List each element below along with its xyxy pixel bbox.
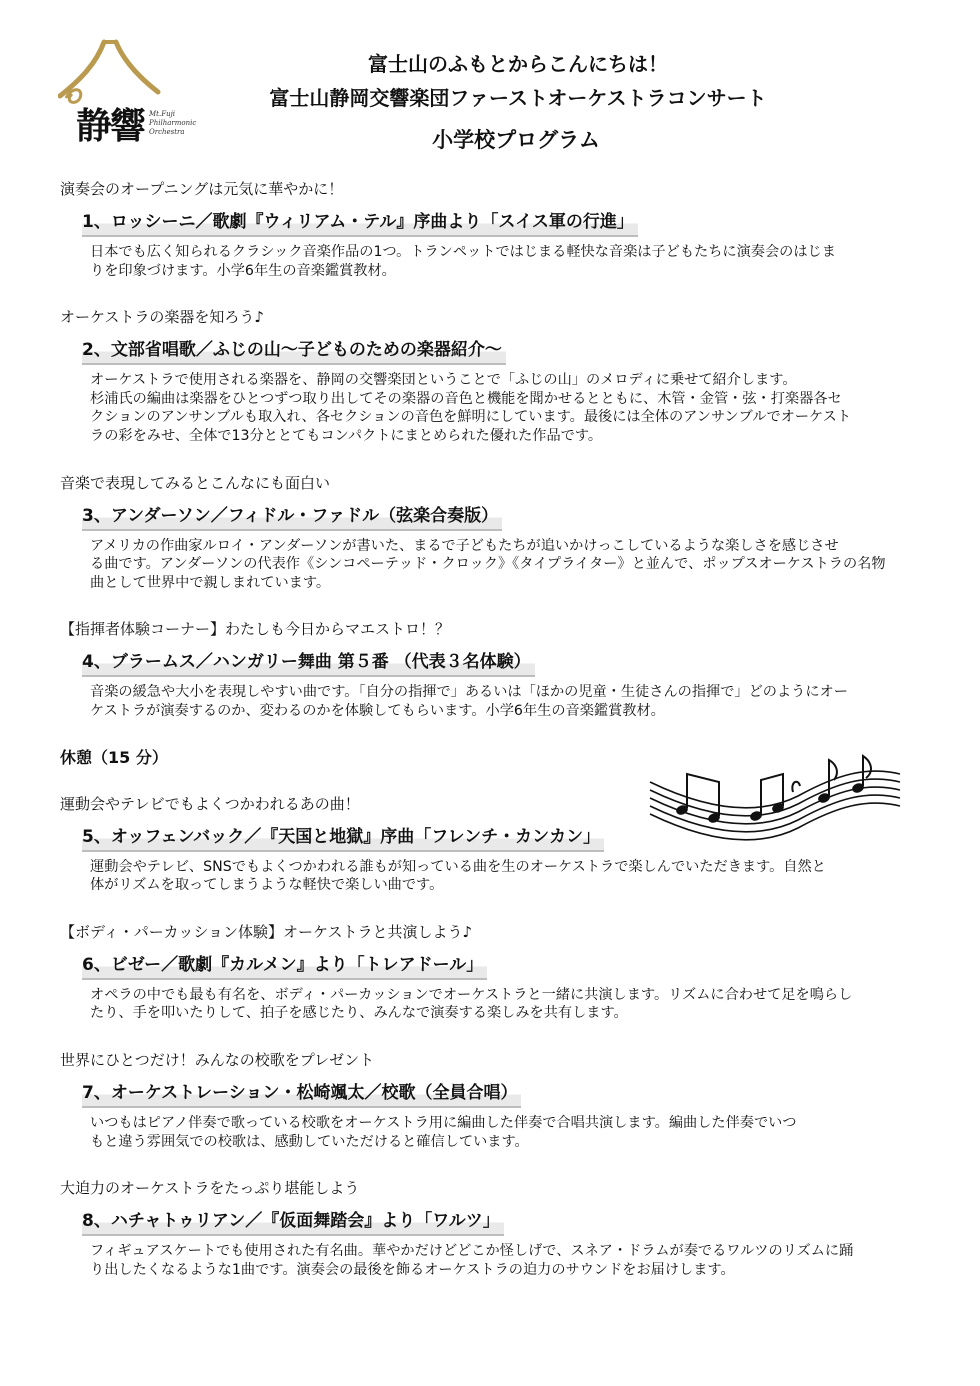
description-line: フィギュアスケートでも使用された有名曲。華やかだけどどこか怪しげで、スネア・ドラムが奏でるワルツのリズムに踊 xyxy=(90,1243,854,1260)
item-description xyxy=(90,858,930,895)
item-description xyxy=(90,537,930,593)
program-item xyxy=(60,1177,930,1279)
description-line: もと違う雰囲気での校歌は、感動していただけると確信しています。 xyxy=(90,1133,529,1150)
item-description xyxy=(90,683,930,720)
item-lead: 演奏会のオープニングは元気に華やかに！ xyxy=(60,180,344,198)
description-line: ケストラが演奏するのか、変わるのかを体験してもらいます。小学6年生の音楽鑑賞教材。 xyxy=(90,702,665,719)
item-description xyxy=(90,986,930,1023)
item-title: 4、ブラームス／ハンガリー舞曲 第５番 （代表３名体験） xyxy=(82,649,535,677)
item-title: 5、オッフェンバック／『天国と地獄』序曲「フレンチ・カンカン」 xyxy=(82,824,604,852)
program-item xyxy=(60,618,930,720)
description-line: クションのアンサンブルも取入れ、各セクションの音色を鮮明にしています。最後には全体のアンサンブルでオーケスト xyxy=(90,409,852,426)
item-lead: 音楽で表現してみるとこんなにも面白い xyxy=(60,473,331,492)
description-line: 日本でも広く知られるクラシック音楽作品の1つ。トランペットではじまる軽快な音楽は子どもたちに演奏会のはじま xyxy=(90,244,836,260)
description-line: いつもはピアノ伴奏で歌っている校歌をオーケストラ用に編曲した伴奏で合唱共演します。編曲した伴奏でいつ xyxy=(90,1114,797,1131)
logo-subtitle-line: Mt.Fuji xyxy=(149,110,175,118)
item-lead: 運動会やテレビでもよくつかわれるあの曲！ xyxy=(60,794,360,813)
logo-kanji: 静響 xyxy=(76,105,145,147)
item-lead: オーケストラの楽器を知ろう♪ xyxy=(60,308,264,327)
description-line: オーケストラで使用される楽器を、静岡の交響楽団ということで「ふじの山」のメロディに乗せて紹介します。 xyxy=(90,372,797,389)
item-lead: 【指揮者体験コーナー】わたしも今日からマエストロ！？ xyxy=(60,620,451,639)
header-line-2: 富士山静岡交響楽団ファーストオーケストラコンサート xyxy=(269,86,767,110)
program-item xyxy=(60,178,930,280)
description-line: ラの彩をみせ、全体で13分ととてもコンパクトにまとめられた優れた作品です。 xyxy=(90,427,603,444)
item-title: 8、ハチャトゥリアン／『仮面舞踏会』より「ワルツ」 xyxy=(82,1208,504,1236)
item-title: 6、ビゼー／歌劇『カルメン』より「トレアドール」 xyxy=(82,952,487,980)
program-list xyxy=(60,178,930,1279)
description-line: りを印象づけます。小学6年生の音楽鑑賞教材。 xyxy=(90,262,396,279)
intermission-label: 休憩（15 分） xyxy=(60,747,168,767)
program-item xyxy=(60,793,930,895)
description-line: 運動会やテレビ、SNSでもよくつかわれる誰もが知っている曲を生のオーケストラで楽しんでいただきます。自然と xyxy=(90,858,826,875)
item-title: 1、ロッシーニ／歌劇『ウィリアム・テル』序曲より「スイス軍の行進」 xyxy=(82,209,638,237)
logo-subtitle-line: Orchestra xyxy=(149,128,185,136)
program-title: 小学校プログラム xyxy=(432,128,600,152)
item-description xyxy=(90,1242,930,1279)
program-item xyxy=(60,1049,930,1151)
program-item xyxy=(60,472,930,593)
description-line: たり、手を叩いたりして、拍子を感じたり、みんなで演奏する楽しみを共有します。 xyxy=(90,1005,628,1022)
description-line: り出したくなるような1曲です。演奏会の最後を飾るオーケストラの迫力のサウンドをお届けします。 xyxy=(90,1261,735,1278)
description-line: アメリカの作曲家ルロイ・アンダーソンが書いた、まるで子どもたちが追いかけっこしているような楽しさを感じさせ xyxy=(90,537,839,554)
item-title: 3、アンダーソン／フィドル・ファドル（弦楽合奏版） xyxy=(82,503,502,531)
item-lead: 大迫力のオーケストラをたっぷり堪能しよう xyxy=(60,1179,360,1198)
description-line: 音楽の緩急や大小を表現しやすい曲です。「自分の指揮で」あるいは「ほかの児童・生徒さんの指揮で」どのようにオー xyxy=(90,684,848,701)
item-lead: 【ボディ・パーカッション体験】オーケストラと共演しよう♪ xyxy=(60,922,473,941)
description-line: 杉浦氏の編曲は楽器をひとつずつ取り出してその楽器の音色と機能を聞かせるとともに、木管・金管・弦・打楽器各セ xyxy=(90,390,842,407)
item-description xyxy=(90,371,930,445)
item-lead: 世界にひとつだけ！みんなの校歌をプレゼント xyxy=(60,1050,375,1069)
program-item xyxy=(60,921,930,1023)
description-line: 体がリズムを取ってしまうような軽快で楽しい曲です。 xyxy=(90,877,444,894)
program-item xyxy=(60,306,930,445)
item-title: 2、文部省唱歌／ふじの山～子どものための楽器紹介～ xyxy=(82,337,506,365)
header-line-1: 富士山のふもとからこんにちは！ xyxy=(368,52,668,76)
description-line: オペラの中でも最も有名を、ボディ・パーカッションでオーケストラと一緒に共演します。リズムに合わせて足を鳴らし xyxy=(90,986,853,1003)
item-description xyxy=(90,243,930,280)
item-description xyxy=(90,1114,930,1151)
description-line: 曲として世界中で親しまれています。 xyxy=(90,574,331,591)
logo-subtitle-line: Philharmonic xyxy=(149,119,197,127)
description-line: る曲です。アンダーソンの代表作《シンコペーテッド・クロック》《タイプライター》と並んで、ポップスオーケストラの名物 xyxy=(90,556,886,573)
item-title: 7、オーケストレーション・松崎颯太／校歌（全員合唱） xyxy=(82,1080,521,1108)
